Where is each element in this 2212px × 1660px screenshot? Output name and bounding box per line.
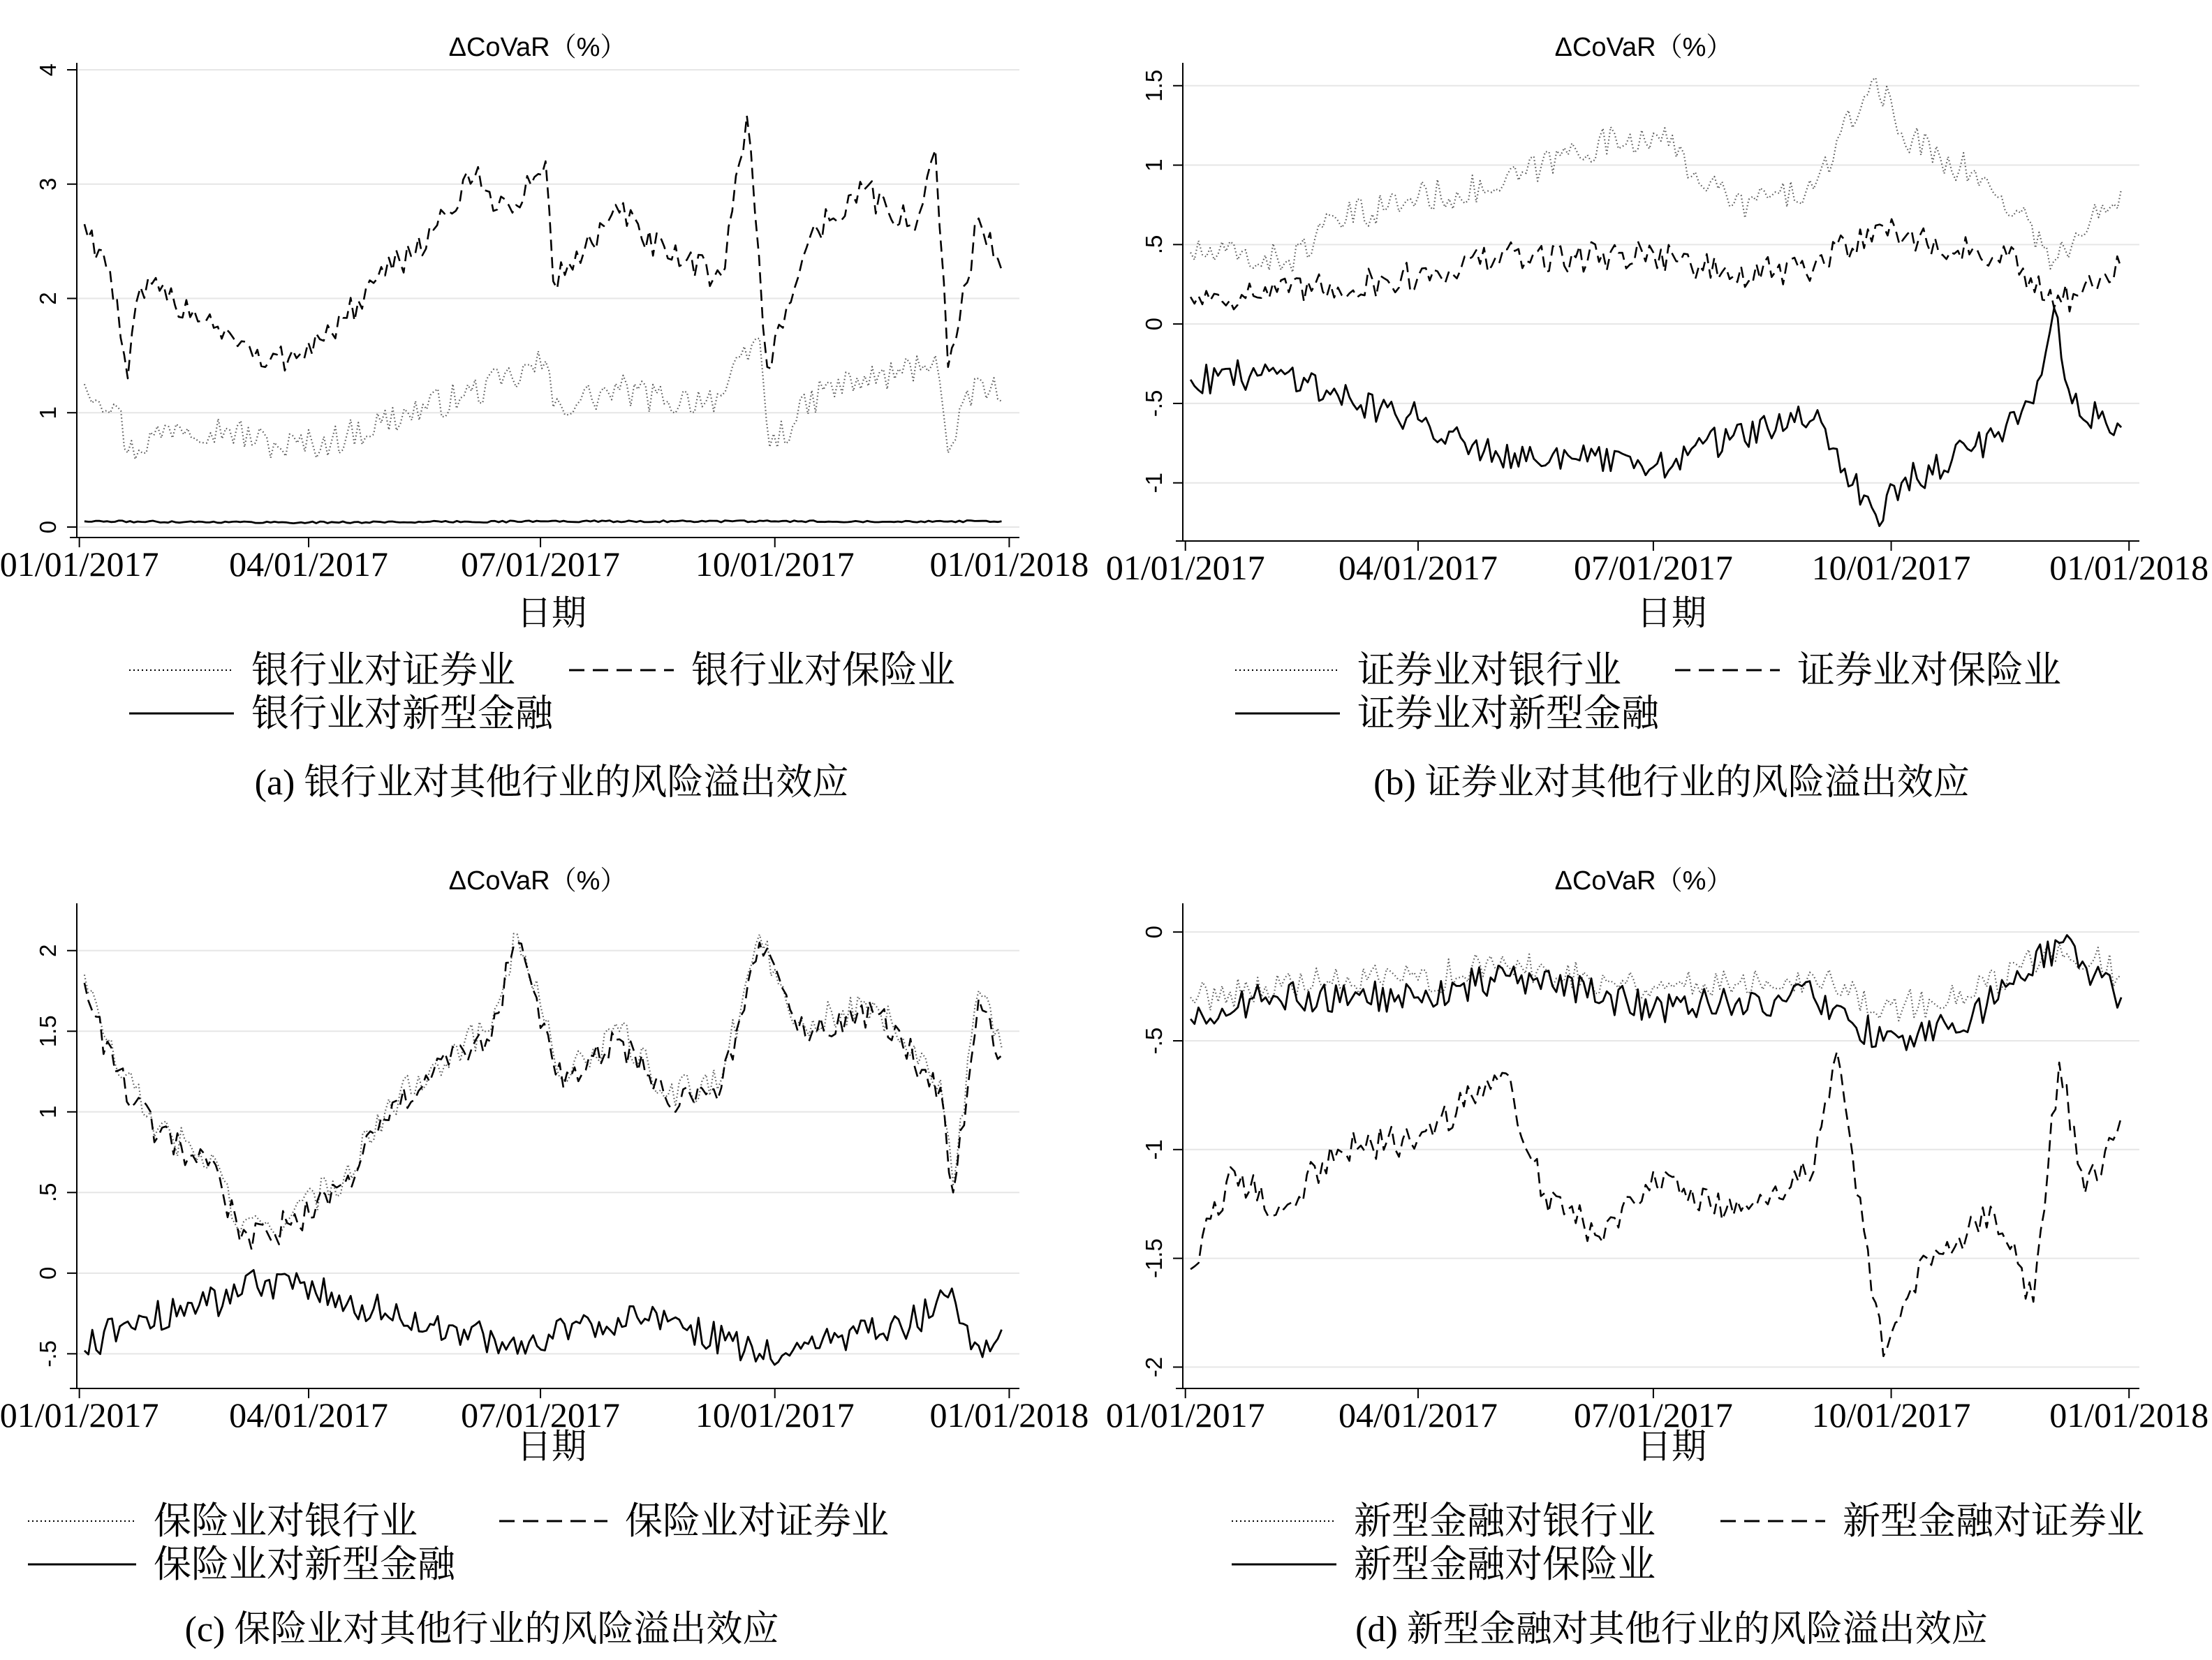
x-tick-label-a-2: 07/01/2017 <box>461 544 620 584</box>
y-tick-label-a-1: 1 <box>35 406 61 420</box>
legend-label-c-2: 保险业对证券业 <box>625 1500 889 1542</box>
x-tick-label-c-0: 01/01/2017 <box>0 1395 159 1435</box>
y-tick-label-d-1: -1.5 <box>1141 1238 1167 1279</box>
y-tick-label-b-0: -1 <box>1141 473 1167 494</box>
legend-label-a-2: 银行业对保险业 <box>691 649 955 691</box>
y-tick-label-d-3: -.5 <box>1141 1027 1167 1055</box>
series-line-d-2 <box>1190 935 2121 1051</box>
chart-b <box>1106 0 2212 830</box>
caption-d: (d) 新型金融对其他行业的风险溢出效应 <box>1355 1610 1988 1650</box>
plot-area-b <box>1106 63 2209 587</box>
x-tick-label-b-4: 01/01/2018 <box>2049 548 2209 587</box>
legend-label-c-3: 保险业对新型金融 <box>154 1543 455 1585</box>
x-tick-label-d-0: 01/01/2017 <box>1106 1395 1265 1435</box>
x-axis-label-a: 日期 <box>517 593 587 632</box>
legend-label-a-3: 银行业对新型金融 <box>251 692 553 734</box>
y-tick-label-b-4: 1 <box>1141 158 1167 172</box>
series-line-c-1 <box>84 942 1002 1250</box>
x-tick-label-b-2: 07/01/2017 <box>1573 548 1733 587</box>
x-tick-label-c-3: 10/01/2017 <box>695 1395 855 1435</box>
plot-area-a <box>0 63 1089 584</box>
panel-c <box>0 830 1106 1660</box>
y-tick-label-d-2: -1 <box>1141 1139 1167 1160</box>
y-tick-label-b-2: 0 <box>1141 317 1167 331</box>
caption-b: (b) 证券业对其他行业的风险溢出效应 <box>1373 763 1970 803</box>
x-tick-label-b-0: 01/01/2017 <box>1106 548 1265 587</box>
y-tick-label-c-4: 1.5 <box>35 1015 61 1048</box>
series-line-b-0 <box>1190 77 2121 272</box>
y-tick-label-c-5: 2 <box>35 944 61 957</box>
panel-a <box>0 0 1106 830</box>
series-line-b-1 <box>1190 219 2121 311</box>
chart-c <box>0 830 1106 1660</box>
legend-label-b-1: 证券业对银行业 <box>1357 649 1621 691</box>
legend-label-b-2: 证券业对保险业 <box>1797 649 2061 691</box>
series-line-d-0 <box>1190 943 2121 1021</box>
y-tick-label-a-3: 3 <box>35 177 61 191</box>
legend-label-d-3: 新型金融对保险业 <box>1354 1543 1656 1585</box>
x-tick-label-d-4: 01/01/2018 <box>2049 1395 2209 1435</box>
series-line-a-2 <box>84 521 1002 524</box>
x-axis-label-d: 日期 <box>1637 1427 1706 1466</box>
legend-label-c-1: 保险业对银行业 <box>154 1500 418 1542</box>
caption-a: (a) 银行业对其他行业的风险溢出效应 <box>254 763 849 803</box>
chart-d <box>1106 830 2212 1660</box>
series-line-a-1 <box>84 116 1002 379</box>
chart-title-a: ΔCoVaR（%） <box>448 33 627 62</box>
y-tick-label-a-0: 0 <box>35 520 61 534</box>
y-tick-label-c-3: 1 <box>35 1105 61 1118</box>
legend-label-d-1: 新型金融对银行业 <box>1354 1500 1656 1542</box>
x-tick-label-c-4: 01/01/2018 <box>929 1395 1089 1435</box>
series-line-d-1 <box>1190 1052 2121 1356</box>
x-tick-label-a-0: 01/01/2017 <box>0 544 159 584</box>
plot-area-d <box>1106 903 2209 1435</box>
y-tick-label-d-4: 0 <box>1141 925 1167 939</box>
y-tick-label-a-2: 2 <box>35 292 61 305</box>
x-tick-label-b-1: 04/01/2017 <box>1339 548 1498 587</box>
x-axis-label-c: 日期 <box>517 1427 587 1466</box>
x-axis-label-b: 日期 <box>1637 593 1706 632</box>
y-tick-label-b-5: 1.5 <box>1141 69 1167 102</box>
series-line-b-2 <box>1190 308 2121 526</box>
x-tick-label-b-3: 10/01/2017 <box>1811 548 1971 587</box>
x-tick-label-d-2: 07/01/2017 <box>1573 1395 1733 1435</box>
y-tick-label-a-4: 4 <box>35 63 61 77</box>
x-tick-label-d-1: 04/01/2017 <box>1339 1395 1498 1435</box>
y-tick-label-c-0: -.5 <box>35 1340 61 1368</box>
chart-title-d: ΔCoVaR（%） <box>1554 866 1733 896</box>
panel-d <box>1106 830 2212 1660</box>
y-tick-label-d-0: -2 <box>1141 1356 1167 1378</box>
chart-title-b: ΔCoVaR（%） <box>1554 33 1733 62</box>
x-tick-label-c-2: 07/01/2017 <box>461 1395 620 1435</box>
y-tick-label-b-3: .5 <box>1141 235 1167 255</box>
x-tick-label-a-1: 04/01/2017 <box>229 544 388 584</box>
series-line-a-0 <box>84 339 1002 459</box>
x-tick-label-a-4: 01/01/2018 <box>929 544 1089 584</box>
legend-label-b-3: 证券业对新型金融 <box>1357 692 1659 734</box>
legend-label-a-1: 银行业对证券业 <box>251 649 515 691</box>
chart-title-c: ΔCoVaR（%） <box>448 866 627 896</box>
series-line-c-0 <box>84 934 1002 1236</box>
x-tick-label-c-1: 04/01/2017 <box>229 1395 388 1435</box>
series-line-c-2 <box>84 1270 1002 1365</box>
plot-area-c <box>0 903 1089 1435</box>
y-tick-label-c-1: 0 <box>35 1266 61 1280</box>
x-tick-label-a-3: 10/01/2017 <box>695 544 855 584</box>
legend-label-d-2: 新型金融对证券业 <box>1843 1500 2144 1542</box>
x-tick-label-d-3: 10/01/2017 <box>1811 1395 1971 1435</box>
chart-a <box>0 0 1106 830</box>
caption-c: (c) 保险业对其他行业的风险溢出效应 <box>184 1610 779 1650</box>
y-tick-label-c-2: .5 <box>35 1183 61 1203</box>
y-tick-label-b-1: -.5 <box>1141 390 1167 417</box>
panel-b <box>1106 0 2212 830</box>
